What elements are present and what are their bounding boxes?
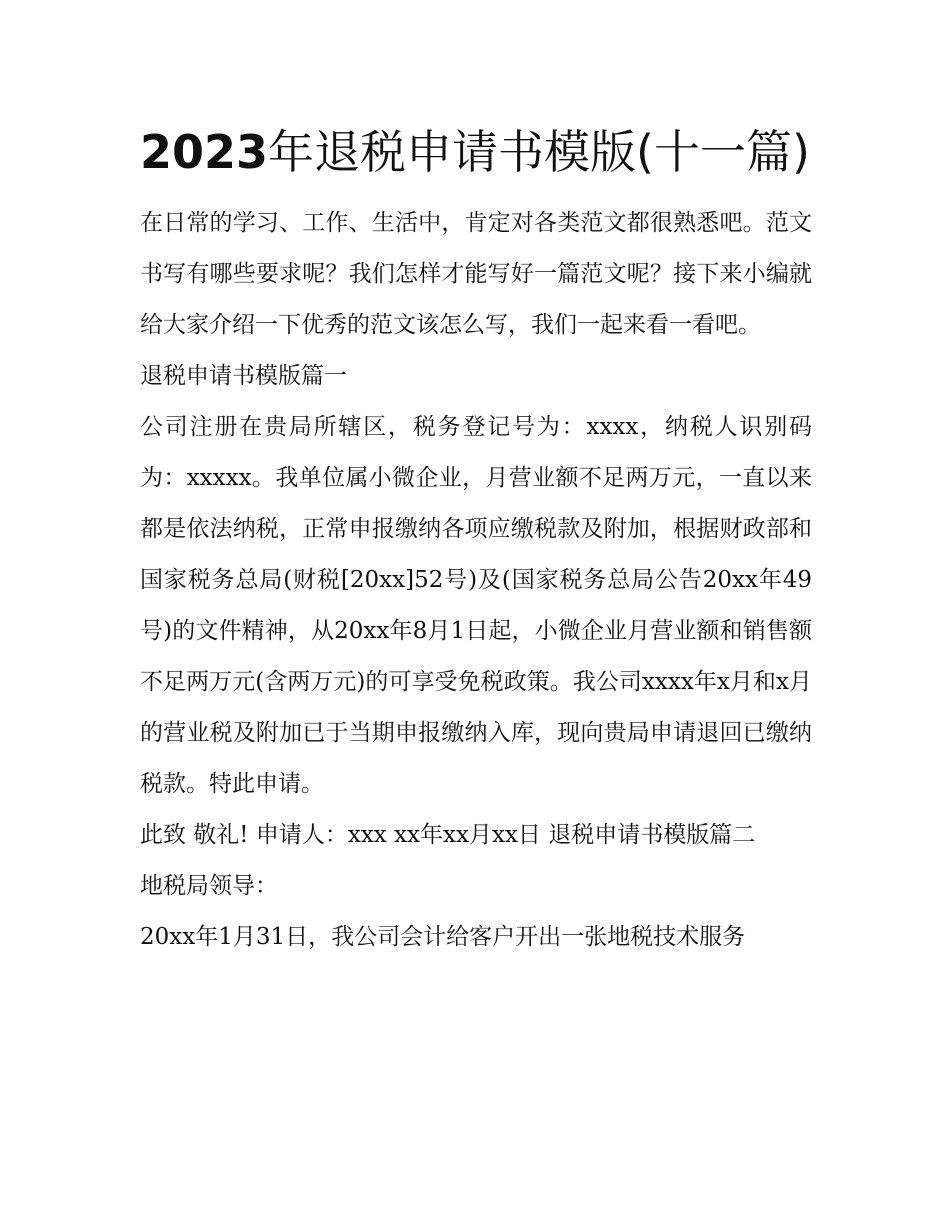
title-text: 年退税申请书模版(十一篇) [268, 125, 810, 179]
title-year: 2023 [140, 125, 269, 179]
body-paragraph-2: 20xx年1月31日，我公司会计给客户开出一张地税技术服务 [140, 924, 746, 950]
closing-paragraph: 此致 敬礼! 申请人：xxx xx年xx月xx日 退税申请书模版篇二 [140, 822, 756, 848]
intro-paragraph: 在日常的学习、工作、生活中，肯定对各类范文都很熟悉吧。范文书写有哪些要求呢？我们怎样才能写好一篇范文呢？接下来小编就给大家介绍一下优秀的范文该怎么写，我们一起来看一看吧。 [140, 210, 812, 338]
salutation-paragraph: 地税局领导： [140, 873, 278, 899]
document-page [140, 112, 812, 963]
document-title [140, 112, 812, 192]
body-paragraph: 公司注册在贵局所辖区，税务登记号为：xxxx，纳税人识别码为：xxxxx。我单位属小微企业，月营业额不足两万元，一直以来都是依法纳税，正常申报缴纳各项应缴税款及附加，根据财政部和国家税务总局(财税[20xx]52号)及(国家税务总局公告20xx年49号)的文件精神，从20xx年8月1日起，小微企业月营业额和销售额不足两万元(含两万元)的可享受免税政策。我公司xxxx年x月和x月的营业税及附加已于当期申报缴纳入库，现向贵局申请退回已缴纳税款。特此申请。 [140, 414, 812, 797]
section-heading-1: 退税申请书模版篇一 [140, 363, 347, 389]
